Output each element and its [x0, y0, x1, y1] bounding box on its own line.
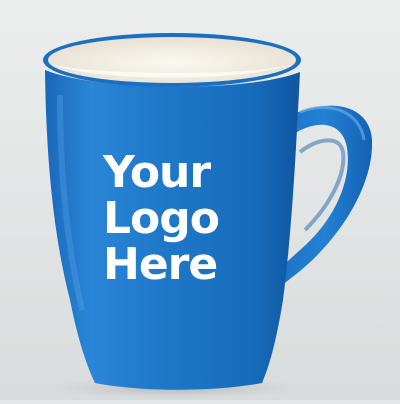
logo-line-1: Your — [103, 147, 211, 198]
logo-line-3: Here — [103, 239, 218, 290]
logo-placeholder-text — [103, 147, 253, 290]
logo-line-2: Logo — [103, 193, 219, 244]
